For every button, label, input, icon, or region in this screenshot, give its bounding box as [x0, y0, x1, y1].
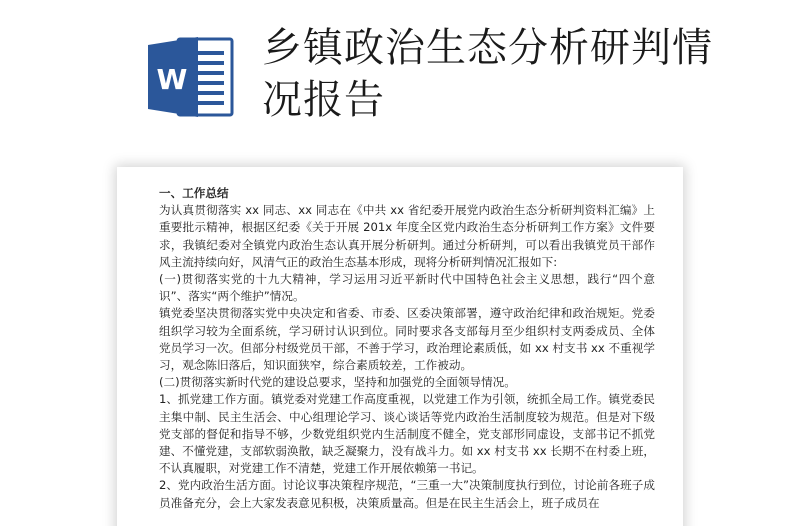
- paragraph: 镇党委坚决贯彻落实党中央决定和省委、市委、区委决策部署，遵守政治纪律和政治规矩。党委组织学习较为全面系统，学习研讨认识到位。同时要求各支部每月至少组织村支两委成员、全体党员学习一次。但部分村级党员干部，不善于学习，政治理论素质低，如 xx 村支书 xx 不重视学习，观念陈旧落后，知识面狭窄，综合素质较差，工作被动。: [159, 306, 655, 373]
- paragraph: 为认真贯彻落实 xx 同志、xx 同志在《中共 xx 省纪委开展党内政治生态分析研判资料汇编》上重要批示精神，根据区纪委《关于开展 201x 年度全区党内政治生态分析研判工作方案》文件要求，我镇纪委对全镇党内政治生态认真开展分析研判。通过分析研判，可以看出我镇党员干部作风主流持续向好，风清气正的政治生态基本形成，现将分析研判情况汇报如下:: [159, 203, 655, 269]
- header: [0, 0, 800, 170]
- document-page: [117, 167, 683, 526]
- word-icon: [148, 35, 234, 119]
- paragraph: (一)贯彻落实党的十九大精神，学习运用习近平新时代中国特色社会主义思想，践行“四个意识”、落实“两个维护”情况。: [159, 272, 655, 304]
- paragraph: (二)贯彻落实新时代党的建设总要求，坚持和加强党的全面领导情况。: [159, 375, 516, 390]
- section-heading: 一、工作总结: [159, 186, 229, 200]
- paragraph: 1、抓党建工作方面。镇党委对党建工作高度重视，以党建工作为引领，统抓全局工作。镇党委民主集中制、民主生活会、中心组理论学习、谈心谈话等党内政治生活制度较为规范。但是对下级党支部的督促和指导不够，少数党组织党内生活制度不健全，党支部形同虚设，支部书记不抓党建、不懂党建，支部软弱涣散，缺乏凝聚力，没有战斗力。如 xx 村支书 xx 长期不在村委上班，不认真履职，对党建工作不清楚，党建工作开展依赖第一书记。: [159, 392, 655, 476]
- paragraph: 2、党内政治生活方面。讨论议事决策程序规范，“三重一大”决策制度执行到位，讨论前各班子成员准备充分，会上大家发表意见积极，决策质量高。但是在民主生活会上，班子成员在: [159, 478, 655, 510]
- page-title: 乡镇政治生态分析研判情况报告: [262, 25, 713, 123]
- word-icon-letter: W: [156, 63, 188, 96]
